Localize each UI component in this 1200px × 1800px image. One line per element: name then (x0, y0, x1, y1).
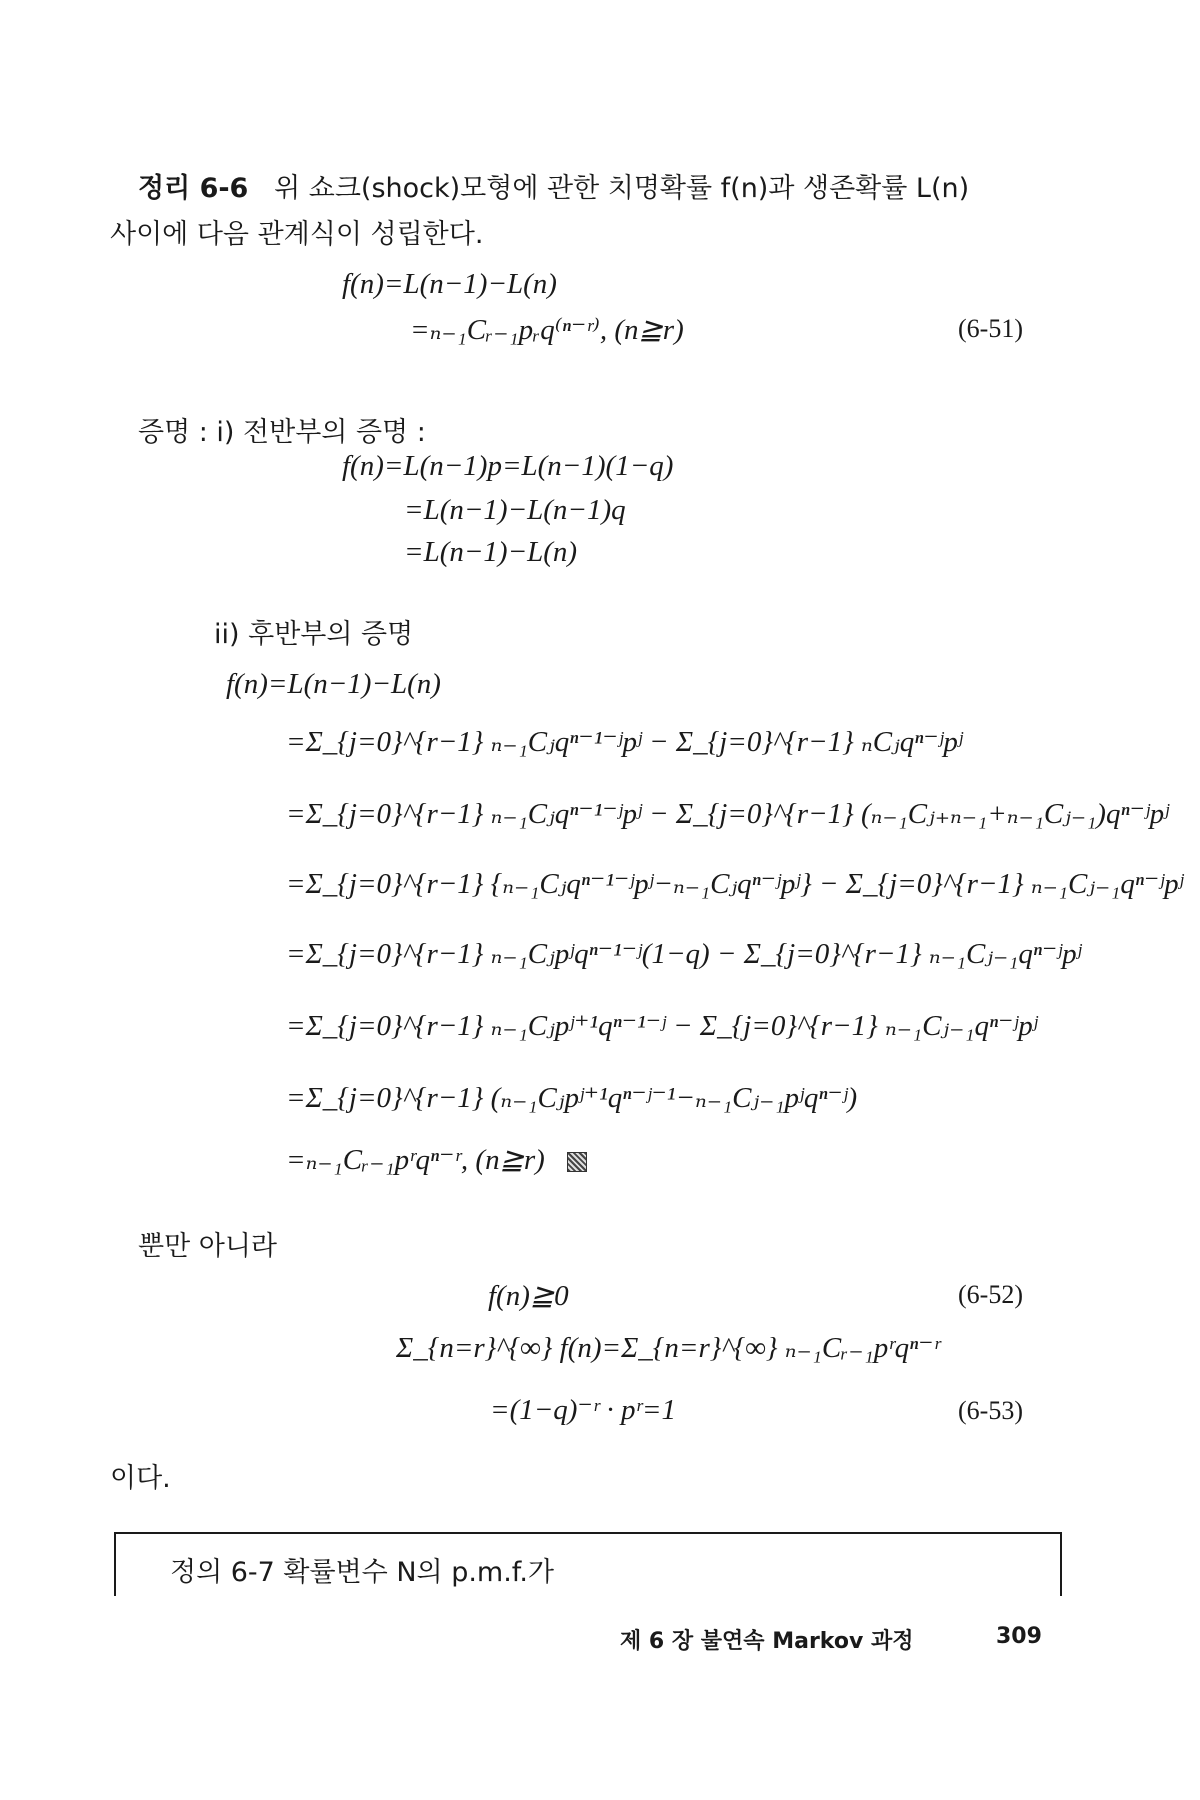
sum-row-1: =Σ_{j=0}^{r−1} ₙ₋₁Cⱼqⁿ⁻¹⁻ʲpʲ − Σ_{j=0}^{r−1} ₙCⱼqⁿ⁻ʲpʲ (286, 726, 963, 758)
definition-box-top (114, 1532, 1062, 1534)
definition-text: 정의 6-7 확률변수 N의 p.m.f.가 (170, 1557, 555, 1588)
eq-6-52: f(n)≧0 (488, 1280, 569, 1312)
sum-row-2: =Σ_{j=0}^{r−1} ₙ₋₁Cⱼqⁿ⁻¹⁻ʲpʲ − Σ_{j=0}^{r−1} (ₙ₋₁Cⱼ₊ₙ₋₁+ₙ₋₁Cⱼ₋₁)qⁿ⁻ʲpʲ (286, 798, 1169, 830)
proof-part1-line2: =L(n−1)−L(n−1)q (404, 494, 626, 526)
eq-6-53-number: (6-53) (958, 1396, 1023, 1425)
theorem-label: 정리 6-6 (138, 173, 249, 204)
qed-mark-icon (567, 1152, 587, 1172)
definition-box-left (114, 1532, 116, 1596)
running-footer-chapter: 제 6 장 불연속 Markov 과정 (620, 1629, 914, 1654)
eq-6-51-line1: f(n)=L(n−1)−L(n) (342, 268, 557, 300)
proof-part1-line1: f(n)=L(n−1)p=L(n−1)(1−q) (342, 450, 674, 482)
sum-row-3: =Σ_{j=0}^{r−1} {ₙ₋₁Cⱼqⁿ⁻¹⁻ʲpʲ−ₙ₋₁Cⱼqⁿ⁻ʲpʲ} − Σ_{j=0}^{r−1} ₙ₋₁Cⱼ₋₁qⁿ⁻ʲpʲ (286, 868, 1184, 900)
eq-6-51-line2: =ₙ₋₁Cᵣ₋₁pᵣq⁽ⁿ⁻ʳ⁾, (n≧r) (410, 314, 684, 346)
sum-row-4: =Σ_{j=0}^{r−1} ₙ₋₁Cⱼpʲqⁿ⁻¹⁻ʲ(1−q) − Σ_{j=0}^{r−1} ₙ₋₁Cⱼ₋₁qⁿ⁻ʲpʲ (286, 938, 1082, 970)
sum-row-6: =Σ_{j=0}^{r−1} (ₙ₋₁Cⱼpʲ⁺¹qⁿ⁻ʲ⁻¹−ₙ₋₁Cⱼ₋₁pʲqⁿ⁻ʲ) (286, 1082, 858, 1114)
proof-label: 증명 : i) 전반부의 증명 : (138, 417, 426, 448)
proof-part1-line3: =L(n−1)−L(n) (404, 536, 578, 568)
proof-part2-first: f(n)=L(n−1)−L(n) (226, 668, 441, 700)
eq-6-52-number: (6-52) (958, 1280, 1023, 1309)
proof-conclusion-line (286, 1142, 587, 1177)
eq-6-53-line1: Σ_{n=r}^{∞} f(n)=Σ_{n=r}^{∞} ₙ₋₁Cᵣ₋₁pʳqⁿ⁻ʳ (396, 1332, 941, 1364)
theorem-line1 (138, 166, 969, 205)
theorem-line2: 사이에 다음 관계식이 성립한다. (110, 219, 484, 250)
not-only-text: 뿐만 아니라 (138, 1231, 277, 1262)
theorem-text-1: 위 쇼크(shock)모형에 관한 치명확률 f(n)과 생존확률 L(n) (274, 173, 970, 204)
eq-6-53-line2: =(1−q)⁻ʳ · pʳ=1 (490, 1394, 676, 1426)
eq-6-51-number: (6-51) (958, 314, 1023, 343)
is-text: 이다. (110, 1463, 171, 1494)
page-number: 309 (996, 1624, 1042, 1649)
sum-row-5: =Σ_{j=0}^{r−1} ₙ₋₁Cⱼpʲ⁺¹qⁿ⁻¹⁻ʲ − Σ_{j=0}^{r−1} ₙ₋₁Cⱼ₋₁qⁿ⁻ʲpʲ (286, 1010, 1038, 1042)
proof-part2-label: ii) 후반부의 증명 (214, 619, 414, 650)
proof-conclusion: =ₙ₋₁Cᵣ₋₁pʳqⁿ⁻ʳ, (n≧r) (286, 1144, 545, 1176)
definition-box-right (1060, 1532, 1062, 1596)
